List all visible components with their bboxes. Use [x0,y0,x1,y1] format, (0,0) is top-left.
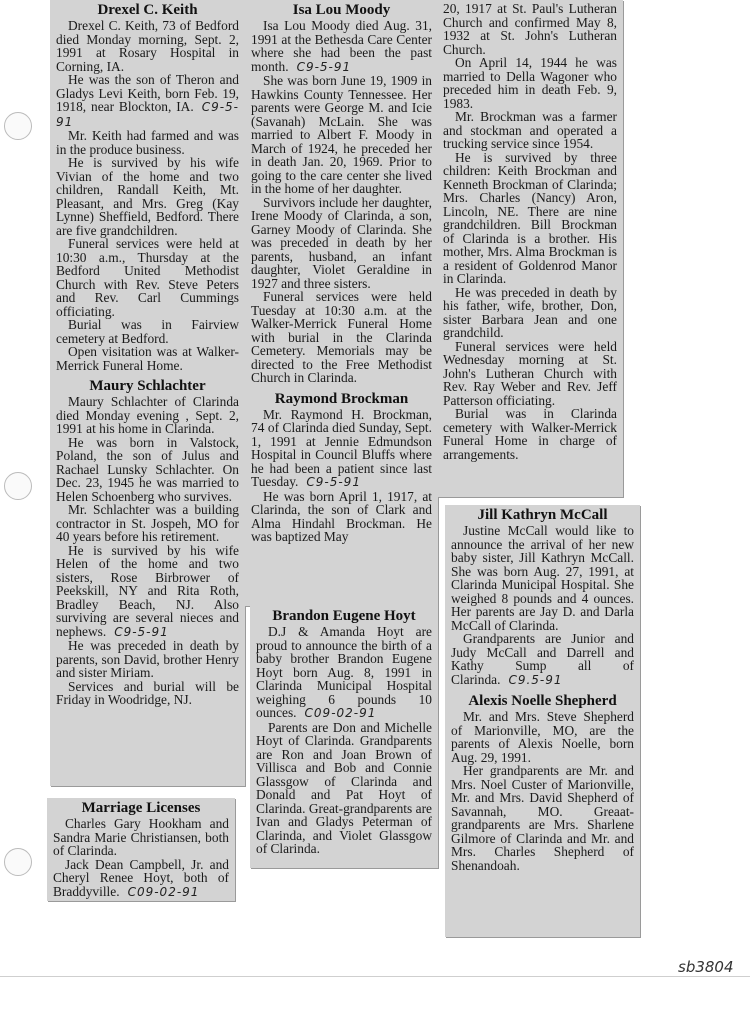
handwritten-date-note: C9.5-91 [508,672,563,687]
article-alexis-noelle-shepherd [451,693,634,872]
article-paragraph [251,74,432,196]
article-headline: Jill Kathryn McCall [477,507,608,523]
handwritten-date-note: C09-02-91 [304,706,377,720]
paragraph-text: Survivors include her daughter, Irene Moody of Clarinda, a son, Garney Moody of Clarinda. She was preceded in death by her parents, husband, an infant daughter, Violet Geraldine in 1927 and three sisters. [251,194,432,291]
clipping-brandon-hoyt [250,606,438,868]
paragraph-text: He is survived by three children: Keith Brockman and Kenneth Brockman of Clarinda; Mrs. Charles (Nancy) Aron, Lincoln, NE. There are nine grandchildren. Bill Brockman of Clarinda is a brother. His mother, Mrs. Alma Brockman is a resident of Goldenrod Manor in Clarinda. [443,149,617,286]
paragraph-text: D.J & Amanda Hoyt are proud to announce the birth of a baby brother Brandon Eugene Hoyt born Aug. 8, 1991 in Clarinda Municipal Hospital weighing 6 pounds 10 ounces. [256,624,432,720]
article-paragraph [56,639,239,680]
handwritten-date-note: C9-5-91 [114,624,169,639]
paragraph-text: 20, 1917 at St. Paul's Lutheran Church and confirmed May 8, 1932 at St. John's Lutheran Church. [443,1,617,57]
punch-hole [4,848,32,876]
article-paragraph [451,524,634,632]
article-headline: Isa Lou Moody [292,2,391,18]
article-paragraph [56,503,239,544]
clipping-keith-schlachter [50,0,245,786]
article-paragraph [451,710,634,764]
handwritten-date-note: C09-02-91 [127,884,200,899]
article-paragraph [256,721,432,856]
article-paragraph [56,73,239,129]
clipping-brockman-continued [437,0,623,497]
article-headline: Drexel C. Keith [97,2,198,18]
article-maury-schlachter [56,378,239,707]
article-paragraph [443,407,617,461]
paragraph-text: Charles Gary Hookham and Sandra Marie Christiansen, both of Clarinda. [53,816,229,858]
article-drexel-c-keith [56,2,239,372]
article-paragraph [251,196,432,291]
paragraph-text: Her grandparents are Mr. and Mrs. Noel Custer of Marionville, Mr. and Mrs. David Shepherd of Savannah, MO. Greaat-grandparents are Mrs. Sharlene Gilmore of Clarinda and Mr. and Mrs. Charles Shepherd of Shenandoah. [451,763,634,873]
article-paragraph [251,19,432,74]
article-paragraph [443,286,617,340]
article-headline: Brandon Eugene Hoyt [272,608,416,624]
handwritten-date-note: C9-5-91 [296,59,352,74]
handwritten-date-note: C9-5-91 [56,100,239,129]
paragraph-text: Mr. Brockman was a farmer and stockman and operated a trucking service since 1954. [443,109,617,151]
article-jill-kathryn-mccall [451,507,634,687]
article-paragraph [56,544,239,640]
article-headline: Alexis Noelle Shepherd [468,693,617,709]
paragraph-text: He was the son of Theron and Gladys Levi Keith, born Feb. 19, 1918, near Blockton, IA. [56,72,239,114]
paragraph-text: He is survived by his wife Helen of the home and two sisters, Rose Birbrower of Peekskill, NY and Rita Roth, Bradley Beach, NJ. Also surviving are several nieces and nephews. [56,542,239,639]
paragraph-text: Parents are Don and Michelle Hoyt of Clarinda. Grandparents are Ron and Joan Brown of Villisca and Bob and Connie Glassgow of Clarinda and Donald and Pat Hoyt of Clarinda. Great-grandparents are Ivan and Gladys Peterman of Clarinda, and Violet Glassgow of Clarinda. [256,719,432,856]
article-paragraph [56,237,239,318]
paragraph-text: She was born June 19, 1909 in Hawkins County Tennessee. Her parents were George M. and Icie (Savanah) McLain. She was married to Albert F. Moody in March of 1924, he preceded her in death Jan. 20, 1969. Prior to going to the care center she lived in the home of her daughter. [251,73,432,196]
paragraph-text: Open visitation was at Walker-Merrick Funeral Home. [56,344,239,373]
article-continuation [443,2,617,461]
paragraph-text: Funeral services were held Tuesday at 10:30 a.m. at the Walker-Merrick Funeral Home with burial in the Clarinda Cemetery. Memorials may be directed to the Free Methodist Church in Clarinda. [251,289,432,385]
paragraph-text: He was preceded in death by his father, wife, brother, Don, sister Barbara Jean and one grandchild. [443,284,617,340]
paragraph-text: Maury Schlachter of Clarinda died Monday evening , Sept. 2, 1991 at his home in Clarinda. [56,394,239,436]
handwritten-date-note: C9-5-91 [306,475,361,489]
clipping-marriage-licenses [47,798,235,901]
article-paragraph [56,680,239,707]
punch-hole [4,472,32,500]
clipping-moody-brockman [245,0,438,606]
paragraph-text: Mr. and Mrs. Steve Shepherd of Marionville, MO, are the parents of Alexis Noelle, born Aug. 29, 1991. [451,709,634,765]
clipping-mccall-shepherd [445,505,640,937]
article-paragraph [56,156,239,237]
article-paragraph [56,436,239,504]
paragraph-text: Services and burial will be Friday in Woodridge, NJ. [56,678,239,707]
article-isa-lou-moody [251,2,432,385]
paragraph-text: He is survived by his wife Vivian of the home and two children, Randall Keith, Mt. Pleasant, and Mrs. Greg (Kay Lynne) Sheffield, Bedford. There are five grandchildren. [56,155,239,238]
article-paragraph [256,625,432,721]
paragraph-text: Justine McCall would like to announce the arrival of her new baby sister, Jill Kathryn McCall. She was born Aug. 27, 1991, at Clarinda Municipal Hospital. She weighed 8 pounds and 4 ounces. Her parents are Jay D. and Darla McCall of Clarinda. [451,523,634,633]
paragraph-text: Burial was in Fairview cemetery at Bedford. [56,317,239,346]
article-paragraph [251,290,432,385]
paragraph-text: Funeral services were held at 10:30 a.m., Thursday at the Bedford United Methodist Church with Rev. Steve Peters and Rev. Carl Cummings officiating. [56,236,239,319]
article-paragraph [443,340,617,408]
reference-number: sb3804 [678,958,734,976]
article-paragraph [443,110,617,151]
article-marriage-licenses [53,800,229,899]
paragraph-text: He was born April 1, 1917, at Clarinda, the son of Clark and Alma Hindahl Brockman. He was baptized May [251,488,432,544]
article-headline: Maury Schlachter [89,378,206,394]
paragraph-text: On April 14, 1944 he was married to Della Wagoner who preceded him in death Feb. 9, 1983. [443,55,617,111]
paragraph-text: He was born in Valstock, Poland, the son of Julus and Rachael Lunsky Schlachter. On Dec. 23, 1945 he was married to Helen Schoenberg who survives. [56,434,239,504]
paragraph-text: He was preceded in death by parents, son David, brother Henry and sister Miriam. [56,638,239,680]
article-paragraph [53,817,229,858]
article-paragraph [56,318,239,345]
article-raymond-brockman [251,391,432,544]
article-paragraph [443,56,617,110]
article-headline: Marriage Licenses [81,800,201,816]
paragraph-text: Drexel C. Keith, 73 of Bedford died Monday morning, Sept. 2, 1991 at Rosary Hospital in Corning, IA. [56,18,239,74]
article-paragraph [53,858,229,900]
article-paragraph [251,490,432,544]
article-paragraph [56,19,239,73]
paragraph-text: Isa Lou Moody died Aug. 31, 1991 at the Bethesda Care Center where she had been the past month. [251,18,432,74]
article-paragraph [56,345,239,372]
paragraph-text: Burial was in Clarinda cemetery with Walker-Merrick Funeral Home in charge of arrangements. [443,406,617,462]
paragraph-text: Mr. Keith had farmed and was in the produce business. [56,128,239,157]
paragraph-text: Grandparents are Junior and Judy McCall and Darrell and Kathy Sump all of Clarinda. [451,631,634,687]
punch-hole [4,112,32,140]
article-paragraph [451,764,634,872]
article-headline: Raymond Brockman [274,390,409,407]
article-paragraph [443,2,617,56]
article-brandon-eugene-hoyt [256,608,432,856]
article-paragraph [251,408,432,490]
paragraph-text: Mr. Schlachter was a building contractor in St. Jospeh, MO for 40 years before his retirement. [56,502,239,544]
article-paragraph [451,632,634,687]
paragraph-text: Jack Dean Campbell, Jr. and Cheryl Renee Hoyt, both of Braddyville. [53,856,229,899]
scan-edge-divider [0,976,750,977]
article-paragraph [56,395,239,436]
article-paragraph [443,151,617,286]
article-paragraph [56,129,239,156]
paragraph-text: Mr. Raymond H. Brockman, 74 of Clarinda died Sunday, Sept. 1, 1991 at Jennie Edmundson Hospital in Council Bluffs where he had been a patient since last Tuesday. [251,406,432,489]
paragraph-text: Funeral services were held Wednesday morning at St. John's Lutheran Church with Rev. Ray Weber and Rev. Jeff Patterson officiating. [443,338,617,408]
